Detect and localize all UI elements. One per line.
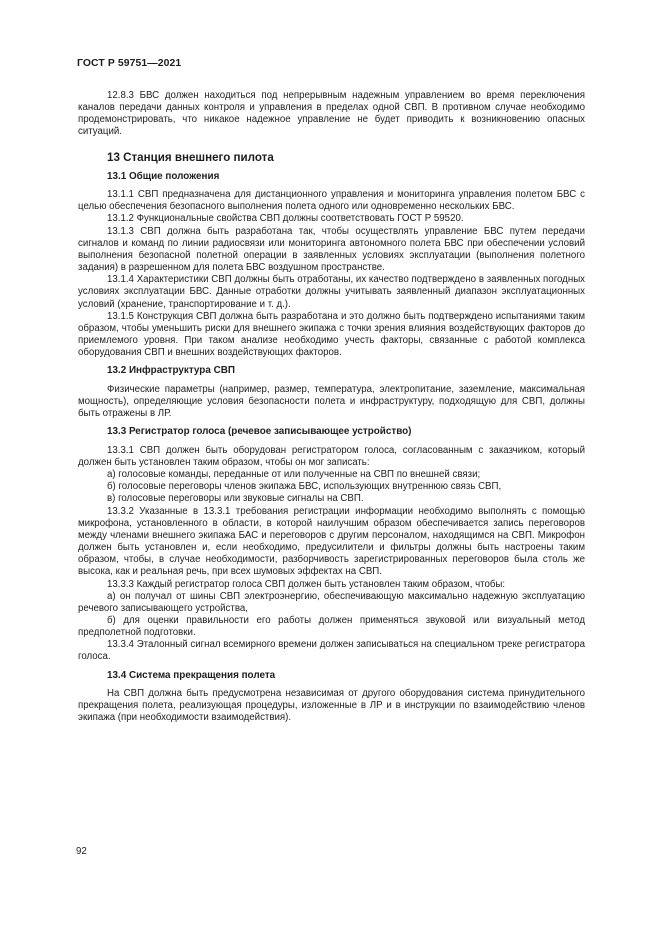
document-body: [78, 90, 585, 725]
list-item-b: б) голосовые переговоры членов экипажа БВС, использующих внутреннюю связь СВП,: [107, 481, 502, 493]
section-13-title: 13 Станция внешнего пилота: [107, 150, 274, 164]
subsection-13-2-title: 13.2 Инфраструктура СВП: [107, 365, 235, 377]
subsection-13-4-title: 13.4 Система прекращения полета: [107, 669, 276, 681]
paragraph-13-1-5: 13.1.5 Конструкция СВП должна быть разработана и это должно быть подтверждено испытаниями таким образом, чтобы уменьшить риски для внешнего экипажа с точки зрения влияния воздействующих факторов до приемлемого уровня. При таком анализе необходимо учесть факторы, связанные с работой комплекса оборудования СВП и внешних воздействующих факторов.: [78, 310, 585, 359]
subsection-13-3-title: 13.3 Регистратор голоса (речевое записывающее устройство): [107, 426, 412, 438]
list-item-a: а) голосовые команды, переданные от или полученные на СВП по внешней связи;: [107, 469, 481, 481]
paragraph-13-1-1: 13.1.1 СВП предназначена для дистанционного управления и мониторинга управления полетом БВС с целью обеспечения безопасного выполнения полета одного или одновременно нескольких БВС.: [78, 189, 585, 213]
list-item-c: в) голосовые переговоры или звуковые сигналы на СВП.: [107, 493, 364, 505]
paragraph-13-2: Физические параметры (например, размер, температура, электропитание, заземление, максимальная мощность), определяющие условия безопасности полета и инфраструктуру, подходящую для СВП, должны быть отражены в ЛР.: [78, 383, 585, 420]
list-item-3a: а) он получал от шины СВП электроэнергию, обеспечивающую максимально надежную эксплуатацию речевого записывающего устройства,: [78, 590, 585, 614]
paragraph-13-1-2: 13.1.2 Функциональные свойства СВП должны соответствовать ГОСТ Р 59520.: [107, 213, 464, 225]
paragraph-13-3-1: 13.3.1 СВП должен быть оборудован регистратором голоса, согласованным с заказчиком, который должен быть установлен таким образом, чтобы он мог записать:: [78, 444, 585, 468]
paragraph-12-8-3: 12.8.3 БВС должен находиться под непрерывным надежным управлением во время переключения каналов передачи данных контроля и управления в пределах одной СВП. В противном случае необходимо продемонстрировать, что никакое надежное управление не будет приводить к возникновению опасных ситуаций.: [78, 90, 585, 138]
paragraph-13-4: На СВП должна быть предусмотрена независимая от другого оборудования система принудительного прекращения полета, реализующая процедуры, изложенные в ЛР и в инструкции по взаимодействию членов экипажа (при необходимости взаимодействия).: [78, 688, 585, 724]
paragraph-13-3-4: 13.3.4 Эталонный сигнал всемирного времени должен записываться на специальном треке регистратора голоса.: [78, 639, 585, 663]
list-item-3b: б) для оценки правильности его работы должен применяться звуковой или визуальный метод предполетной подготовки.: [78, 614, 585, 639]
paragraph-13-1-3: 13.1.3 СВП должна быть разработана так, чтобы осуществлять управление БВС путем передачи сигналов и команд по линии радиосвязи или мониторинга автономного полета БВС при обеспечении условий выполнения безопасной полетной операции в заявленных условиях эксплуатации (выполнения полетного задания) в разрешенном для полета БВС воздушном пространстве.: [78, 225, 585, 274]
paragraph-13-3-2: 13.3.2 Указанные в 13.3.1 требования регистрации информации необходимо выполнять с помощью микрофона, установленного в области, в которой наилучшим образом обеспечивается запись переговоров между членами внешнего экипажа БАС и переговоров с другим персоналом, находящимся на СВП. Микрофон должен быть установлен и, если необходимо, предусилители и фильтры должны быть настроены таким образом, чтобы, в случае необходимости, разборчивость зарегистрированных переговоров была столь же высока, как и реальная речь, при всех шумовых эффектах на СВП.: [78, 505, 585, 578]
page-number: 92: [76, 846, 87, 857]
paragraph-13-1-4: 13.1.4 Характеристики СВП должны быть отработаны, их качество подтверждено в заявленных погодных условиях эксплуатации БВС. Данные отработки должны учитывать заявленный диапазон эксплуатационных условий (хранение, транспортирование и т. д.).: [78, 274, 585, 310]
document-code-header: ГОСТ Р 59751—2021: [77, 58, 182, 69]
subsection-13-1-title: 13.1 Общие положения: [107, 170, 220, 182]
paragraph-13-3-3: 13.3.3 Каждый регистратор голоса СВП должен быть установлен таким образом, чтобы:: [107, 578, 506, 590]
